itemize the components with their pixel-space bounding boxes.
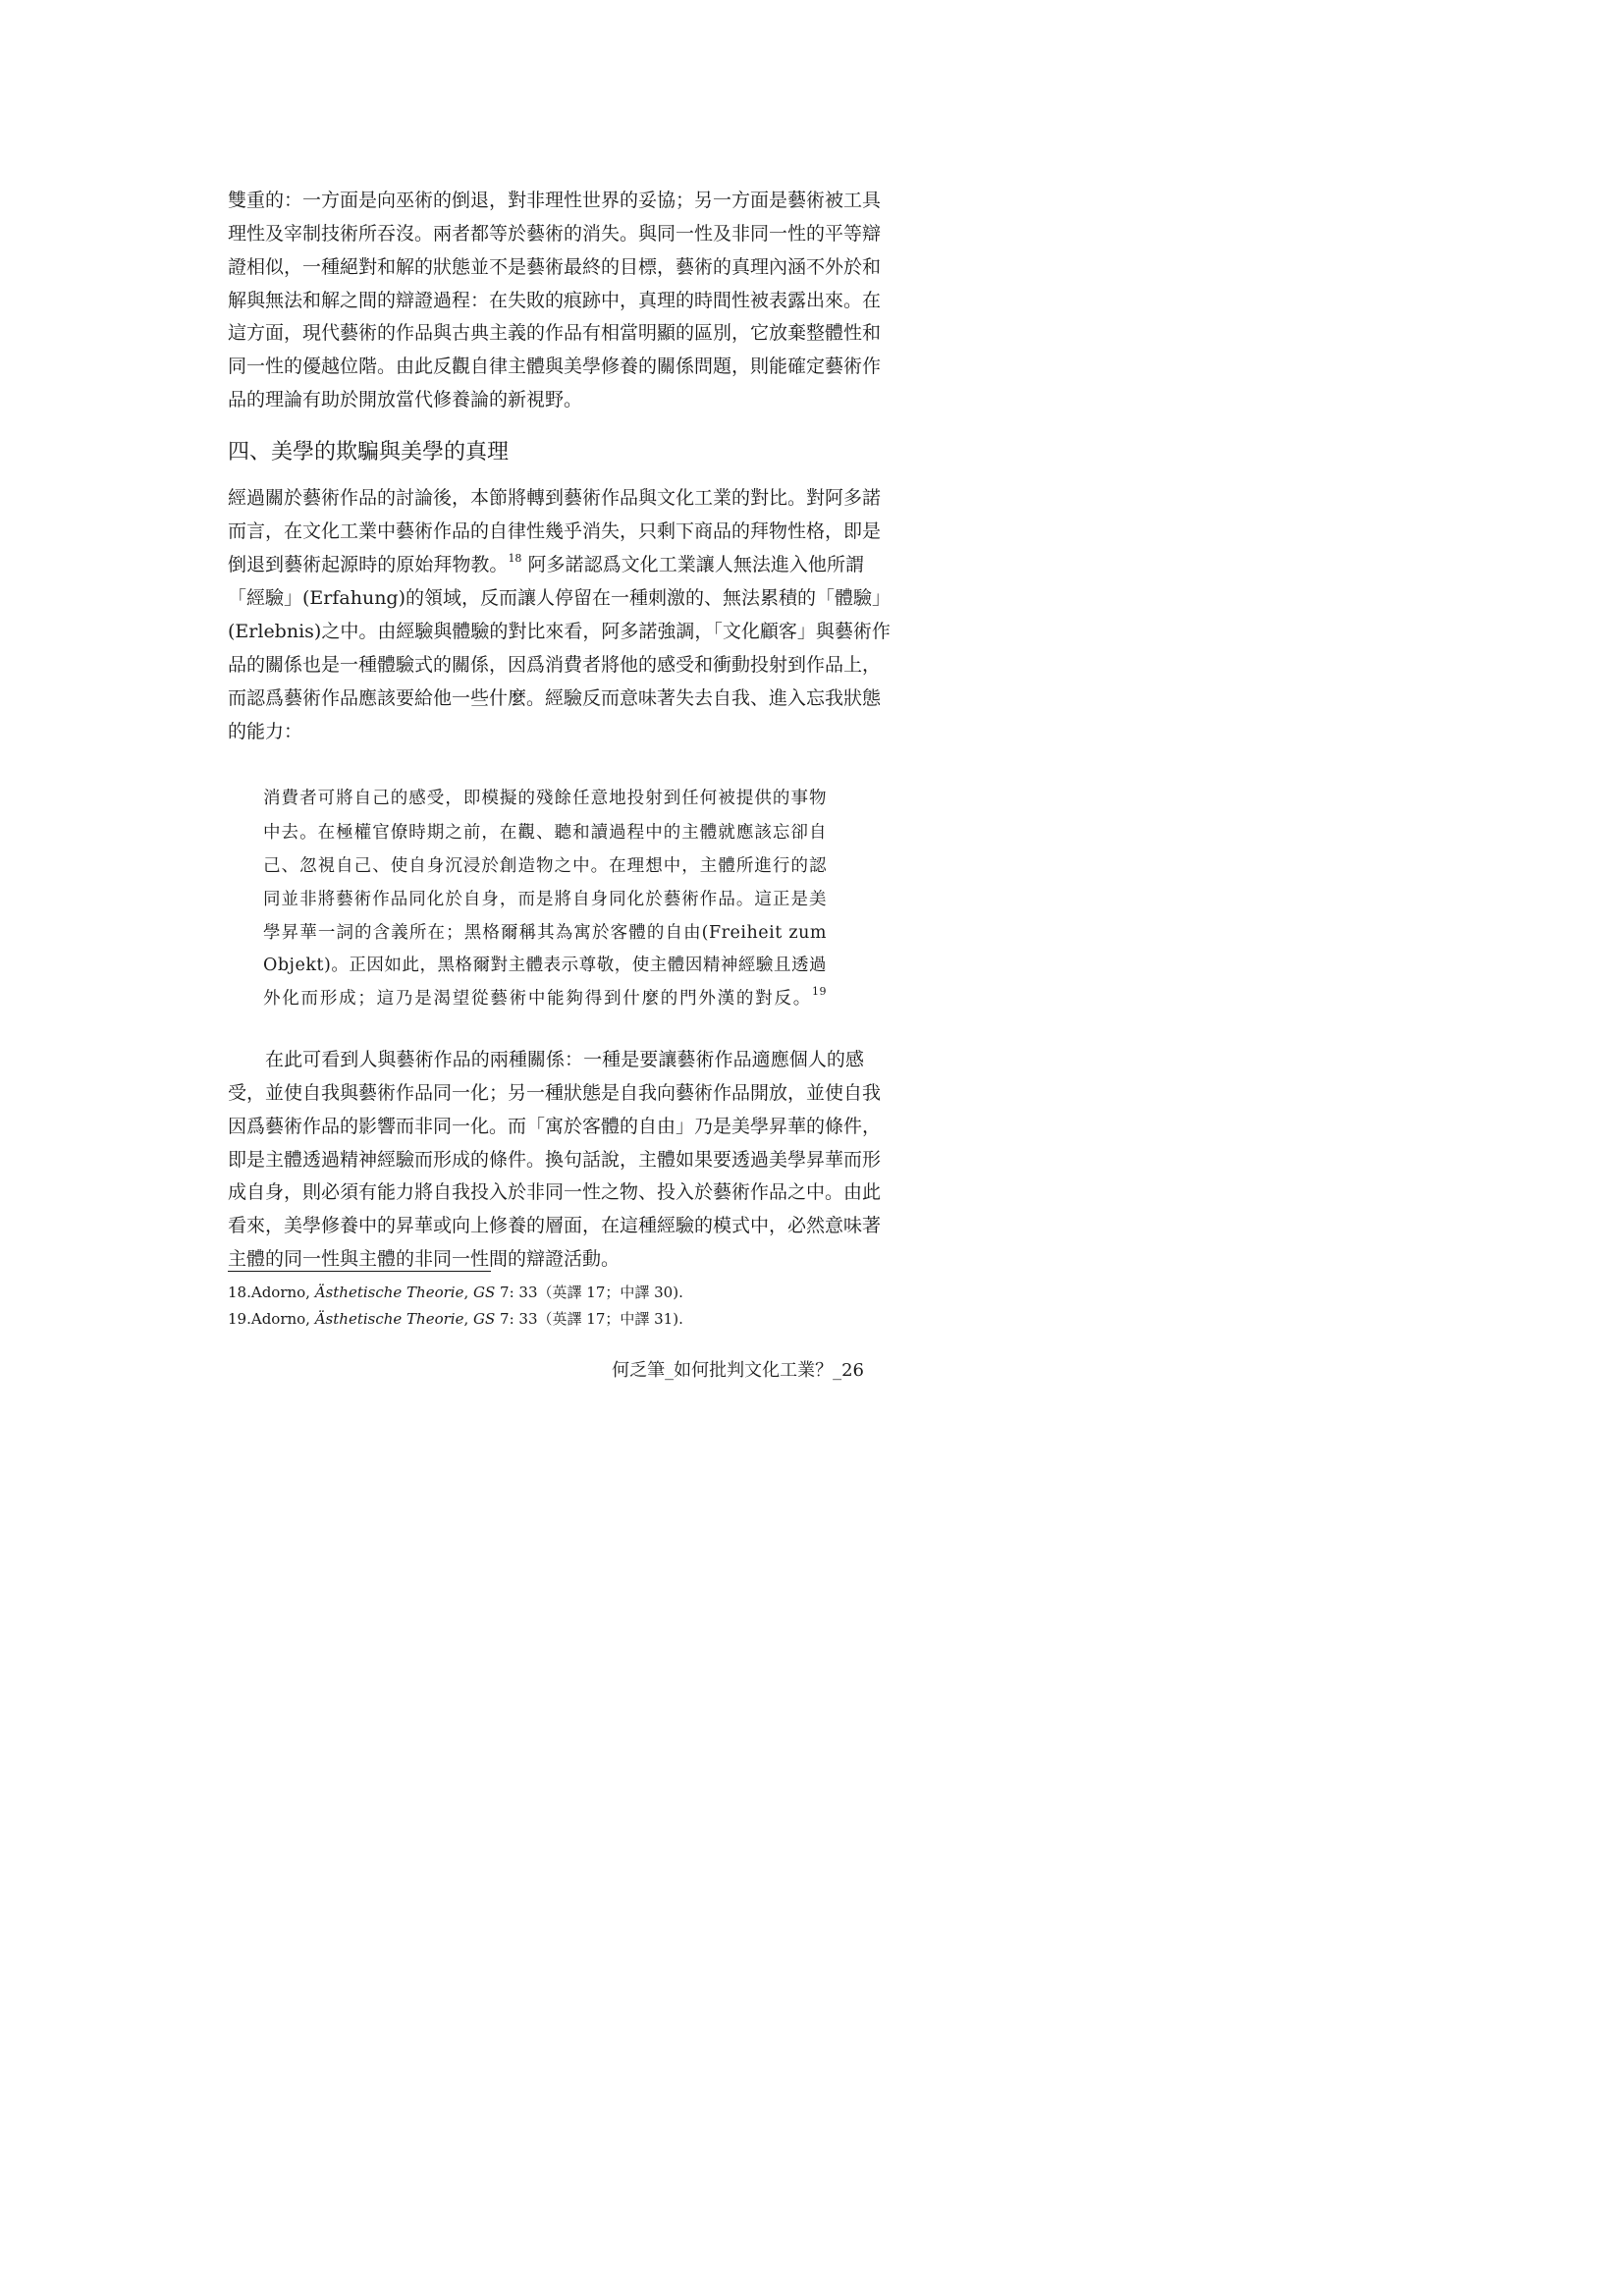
running-footer: 何乏筆_如何批判文化工業？_26 (612, 1360, 864, 1381)
quote-line: Objekt)。正因如此，黑格爾對主體表示尊敬，使主體因精神經驗且透過 (263, 956, 827, 975)
text-line: 在此可看到人與藝術作品的兩種關係：一種是要讓藝術作品適應個人的感 (265, 1049, 864, 1070)
text-segment: 倒退到藝術起源時的原始拜物教。 (228, 554, 509, 575)
text-line: 「經驗」(Erfahung)的領域，反而讓人停留在一種刺激的、無法累積的「體驗」 (228, 587, 892, 609)
text-line: 而言，在文化工業中藝術作品的自律性幾乎消失，只剩下商品的拜物性格，即是 (228, 520, 882, 542)
text-line: 品的理論有助於開放當代修養論的新視野。 (228, 389, 583, 410)
text-segment: 外化而形成；這乃是渴望從藝術中能夠得到什麼的門外漢的對反。 (263, 989, 812, 1009)
footnote-ref: 19 (812, 985, 827, 998)
quote-line-with-note (263, 986, 827, 1011)
footnote-title: Ästhetische Theorie (314, 1310, 464, 1328)
text-line: 主體的同一性與主體的非同一性間的辯證活動。 (228, 1248, 621, 1270)
text-line: 同一性的優越位階。由此反觀自律主體與美學修養的關係問題，則能確定藝術作 (228, 355, 882, 377)
footnote-title: Ästhetische Theorie (314, 1284, 464, 1301)
text-line: (Erlebnis)之中。由經驗與體驗的對比來看，阿多諾強調，「文化顧客」與藝術作 (228, 621, 891, 642)
text-line: 經過關於藝術作品的討論後，本節將轉到藝術作品與文化工業的對比。對阿多諾 (228, 487, 882, 509)
footnote-prefix: 18.Adorno, (228, 1284, 315, 1301)
text-line: 即是主體透過精神經驗而形成的條件。換句話說，主體如果要透過美學昇華而形 (228, 1149, 882, 1171)
quote-line: 同並非將藝術作品同化於自身，而是將自身同化於藝術作品。這正是美 (263, 890, 827, 909)
text-line: 而認爲藝術作品應該要給他一些什麼。經驗反而意味著失去自我、進入忘我狀態 (228, 687, 882, 709)
quote-line: 中去。在極權官僚時期之前，在觀、聽和讀過程中的主體就應該忘卻自 (263, 823, 827, 843)
footnote-19 (228, 1309, 683, 1329)
footnote-series: GS (473, 1310, 496, 1328)
text-line: 這方面，現代藝術的作品與古典主義的作品有相當明顯的區別，它放棄整體性和 (228, 322, 882, 344)
footnote-prefix: 19.Adorno, (228, 1310, 315, 1328)
text-line: 品的關係也是一種體驗式的關係，因爲消費者將他的感受和衝動投射到作品上， (228, 654, 882, 676)
footnote-sep: , (463, 1284, 474, 1301)
section-heading: 四、美學的欺騙與美學的真理 (228, 440, 510, 465)
footnote-18 (228, 1283, 683, 1302)
quote-line: 學昇華一詞的含義所在；黑格爾稱其為寓於客體的自由(Freiheit zum (263, 923, 827, 943)
quote-line: 己、忽視自己、使自身沉浸於創造物之中。在理想中，主體所進行的認 (263, 856, 827, 876)
footnote-sep: , (463, 1310, 474, 1328)
text-line: 成自身，則必須有能力將自我投入於非同一性之物、投入於藝術作品之中。由此 (228, 1181, 882, 1203)
text-line: 理性及宰制技術所吞沒。兩者都等於藝術的消失。與同一性及非同一性的平等辯 (228, 223, 882, 245)
text-line: 受，並使自我與藝術作品同一化；另一種狀態是自我向藝術作品開放，並使自我 (228, 1082, 882, 1104)
footnote-series: GS (473, 1284, 496, 1301)
text-line: 因爲藝術作品的影響而非同一化。而「寓於客體的自由」乃是美學昇華的條件， (228, 1116, 882, 1137)
text-segment: 阿多諾認爲文化工業讓人無法進入他所謂 (521, 554, 864, 575)
footnote-divider (228, 1271, 491, 1272)
text-line: 看來，美學修養中的昇華或向上修養的層面，在這種經驗的模式中，必然意味著 (228, 1215, 882, 1236)
text-line: 解與無法和解之間的辯證過程：在失敗的痕跡中，真理的時間性被表露出來。在 (228, 290, 882, 311)
footnote-suffix: 7: 33（英譯 17；中譯 30). (495, 1284, 683, 1301)
text-line: 證相似，一種絕對和解的狀態並不是藝術最終的目標，藝術的真理內涵不外於和 (228, 256, 882, 278)
footnote-suffix: 7: 33（英譯 17；中譯 31). (495, 1310, 683, 1328)
text-line-with-note (228, 552, 864, 577)
text-line: 雙重的：一方面是向巫術的倒退，對非理性世界的妥協；另一方面是藝術被工具 (228, 190, 882, 211)
footnote-ref: 18 (508, 552, 522, 565)
paper-page (0, 0, 1084, 1532)
quote-line: 消費者可將自己的感受，即模擬的殘餘任意地投射到任何被提供的事物 (263, 789, 827, 808)
text-line: 的能力： (228, 721, 303, 742)
